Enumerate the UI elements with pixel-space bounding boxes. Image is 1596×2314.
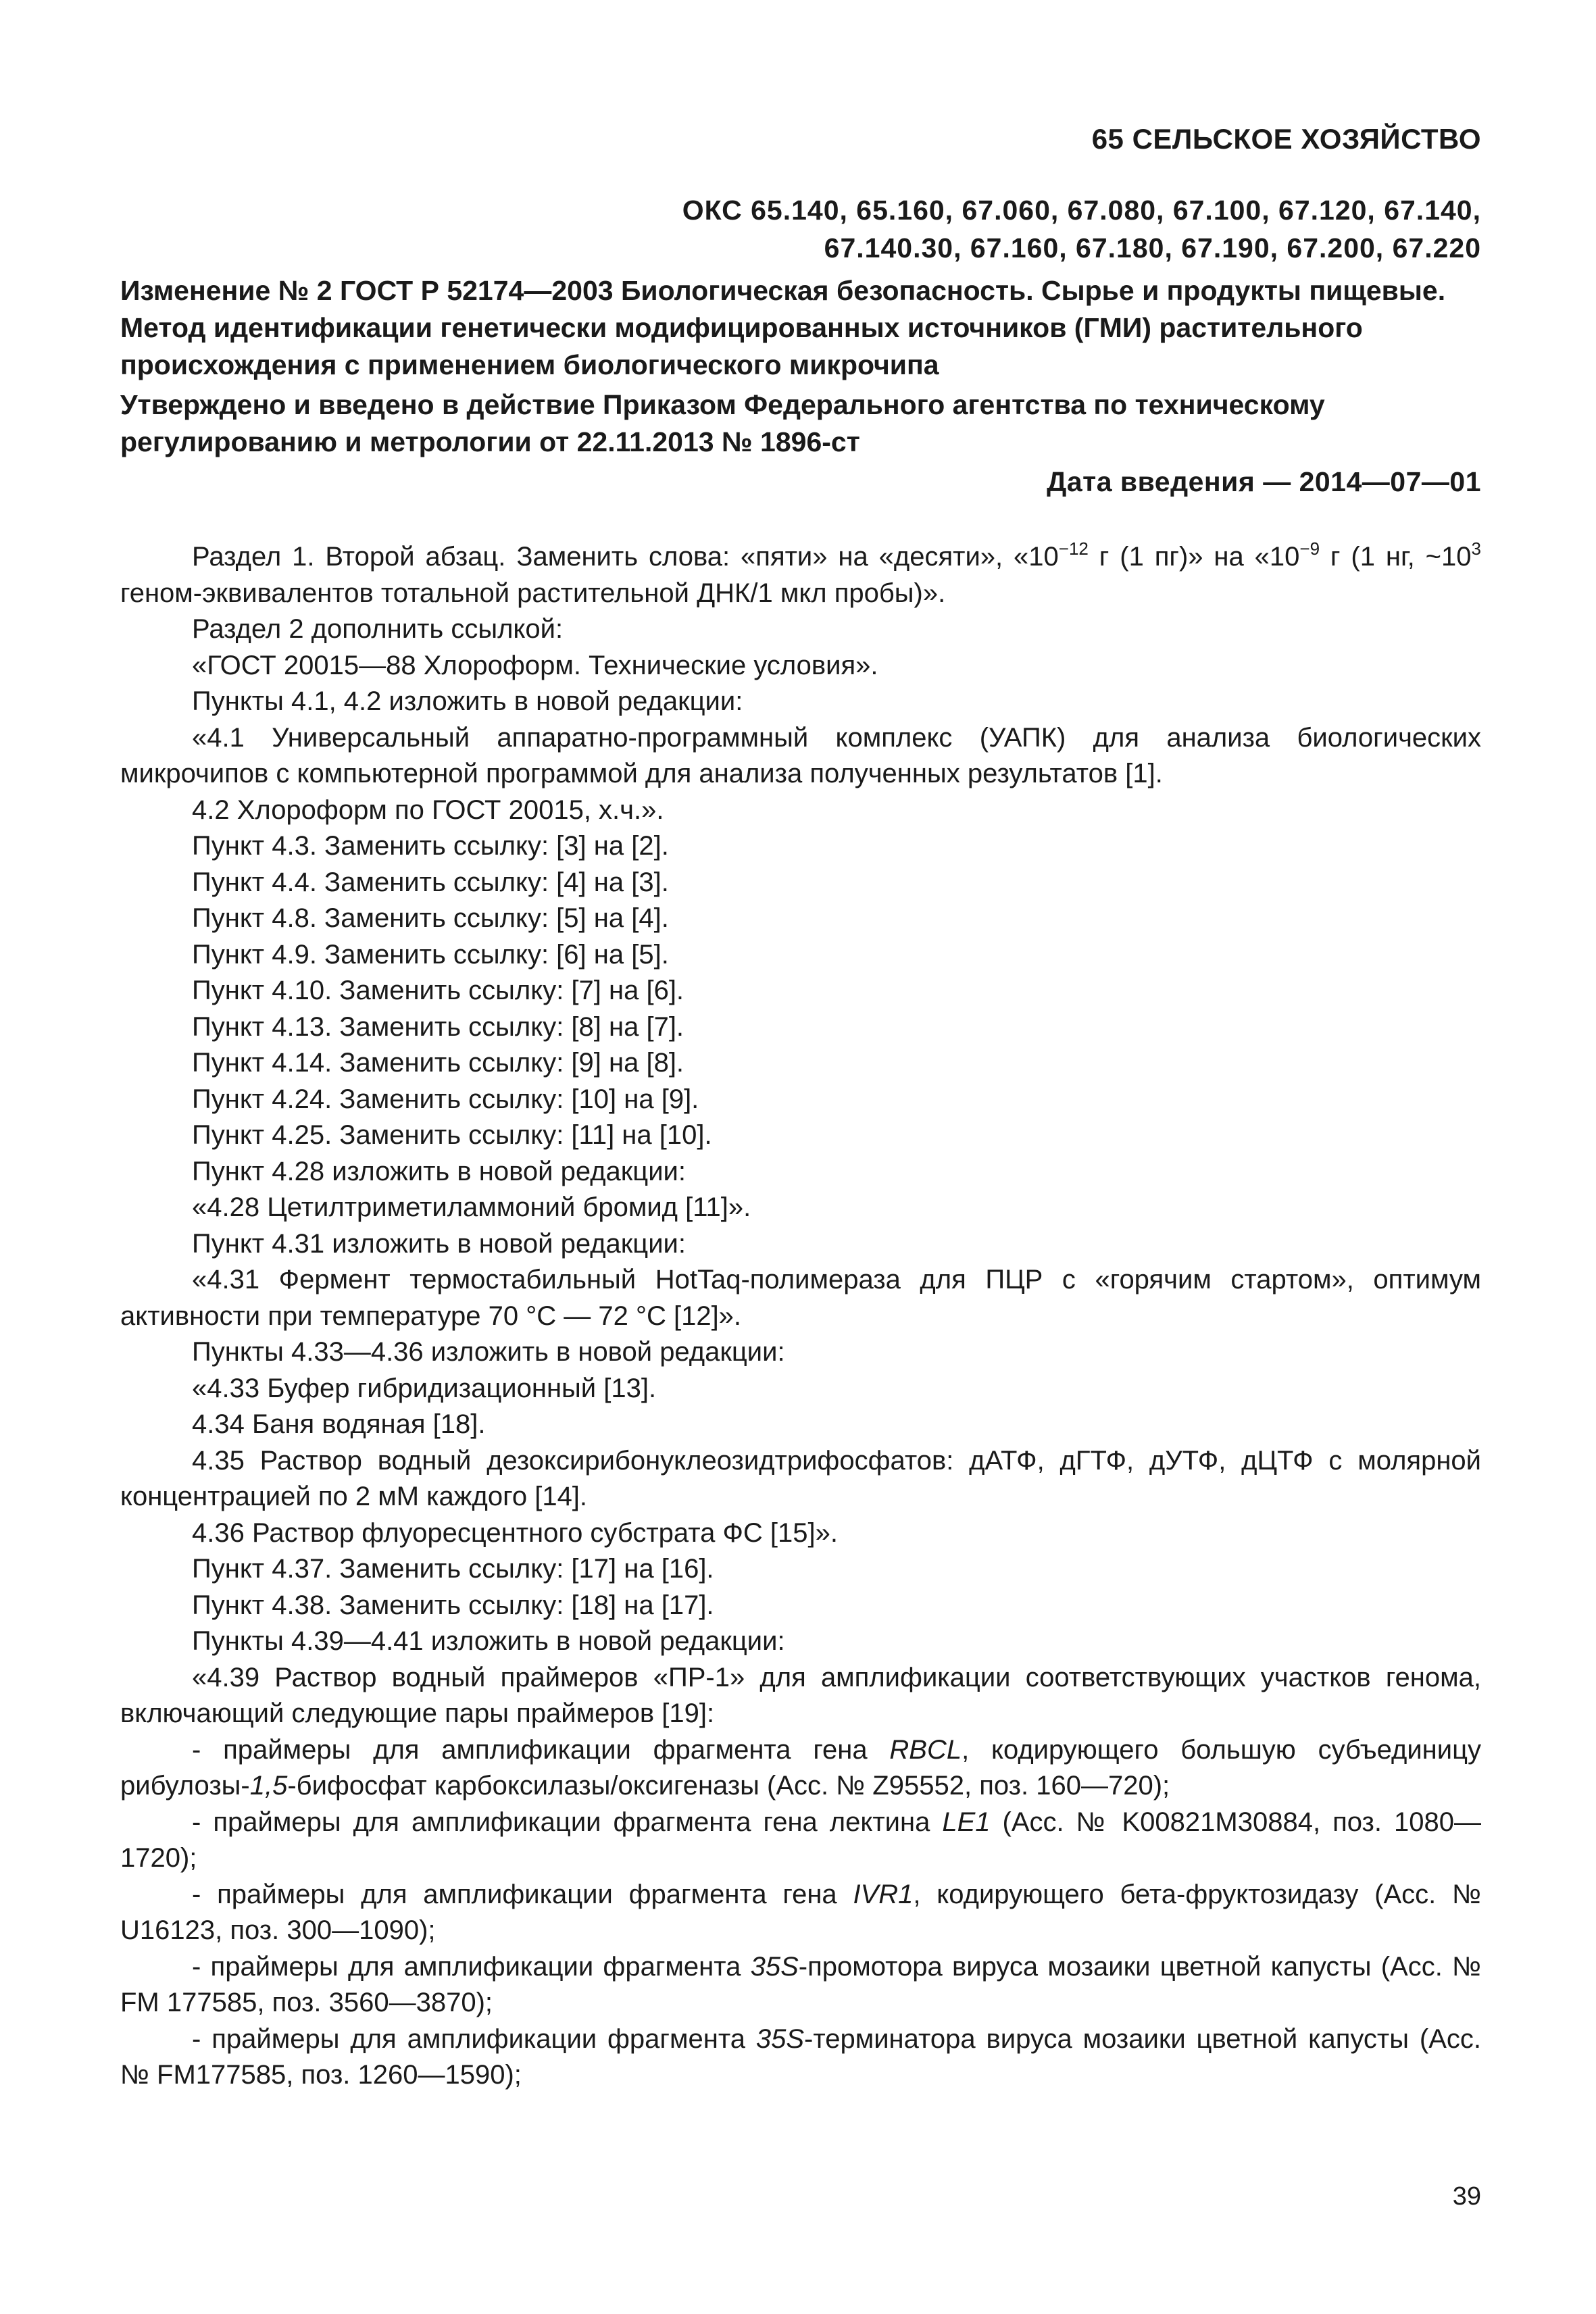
text-run: - праймеры для амплификации фрагмента xyxy=(192,2023,756,2054)
paragraph: Пункт 4.3. Заменить ссылку: [3] на [2]. xyxy=(192,831,669,861)
document-title: Изменение № 2 ГОСТ Р 52174—2003 Биологическая безопасность. Сырье и продукты пищевые. Метод идентификации генетически модифицированных источников (ГМИ) растительного происхождения с применением биологического микрочипа xyxy=(120,275,1446,380)
paragraph: Пункты 4.33—4.36 изложить в новой редакции: xyxy=(192,1337,785,1367)
paragraph: 4.35 Раствор водный дезоксирибонуклеозидтрифосфатов: дАТФ, дГТФ, дУТФ, дЦТФ с молярной концентрацией по 2 мМ каждого [14]. xyxy=(120,1445,1481,1511)
text-run: геном-эквивалентов тотальной растительной ДНК/1 мкл пробы)». xyxy=(120,578,946,608)
paragraph: Пункт 4.25. Заменить ссылку: [11] на [10]. xyxy=(192,1120,712,1150)
paragraph: Пункт 4.8. Заменить ссылку: [5] на [4]. xyxy=(192,903,669,933)
oks-line: ОКС 65.140, 65.160, 67.060, 67.080, 67.100, 67.120, 67.140, xyxy=(682,195,1481,226)
document-body xyxy=(120,539,1481,2094)
paragraph: Пункт 4.9. Заменить ссылку: [6] на [5]. xyxy=(192,939,669,970)
primer-item xyxy=(120,1805,1481,1877)
primer-item xyxy=(120,1949,1481,2021)
oks-codes xyxy=(682,191,1481,267)
paragraph: Раздел 2 дополнить ссылкой: xyxy=(192,614,564,644)
paragraph: Пункт 4.38. Заменить ссылку: [18] на [17]. xyxy=(192,1590,714,1620)
text-run: - праймеры для амплификации фрагмента xyxy=(192,1951,751,1982)
paragraph: «4.1 Универсальный аппаратно-программный комплекс (УАПК) для анализа биологических микрочипов с компьютерной программой для анализа полученных результатов [1]. xyxy=(120,722,1481,788)
section-heading: 65 СЕЛЬСКОЕ ХОЗЯЙСТВО xyxy=(1091,123,1481,155)
paragraph: «ГОСТ 20015—88 Хлороформ. Технические условия». xyxy=(192,650,878,680)
superscript: −12 xyxy=(1058,538,1089,559)
text-run: Раздел 1. Второй абзац. Заменить слова: «пяти» на «десяти», «10 xyxy=(192,542,1059,572)
primer-item xyxy=(120,1877,1481,1949)
paragraph: «4.33 Буфер гибридизационный [13]. xyxy=(192,1373,657,1403)
italic-term: RBCL xyxy=(889,1734,962,1765)
paragraph: Пункт 4.31 изложить в новой редакции: xyxy=(192,1228,686,1259)
approval-statement: Утверждено и введено в действие Приказом Федерального агентства по техническому регулированию и метрологии от 22.11.2013 № 1896-ст xyxy=(120,389,1325,457)
paragraph: Пункт 4.37. Заменить ссылку: [17] на [16]. xyxy=(192,1554,714,1584)
primer-item xyxy=(120,1732,1481,1805)
text-run: - праймеры для амплификации фрагмента гена xyxy=(192,1879,853,1909)
text-run: (Acc. № K00821M30884, поз. 1080—1720); xyxy=(120,1807,1482,1873)
text-run: - праймеры для амплификации фрагмента гена xyxy=(192,1734,890,1765)
paragraph: «4.28 Цетилтриметиламмоний бромид [11]». xyxy=(192,1192,751,1222)
primer-item xyxy=(120,2021,1481,2094)
superscript: −9 xyxy=(1299,538,1320,559)
italic-term: 35S xyxy=(755,2023,805,2054)
paragraph: 4.2 Хлороформ по ГОСТ 20015, х.ч.». xyxy=(192,795,664,825)
paragraph: Пункт 4.28 изложить в новой редакции: xyxy=(192,1156,686,1186)
paragraph: 4.34 Баня водяная [18]. xyxy=(192,1409,486,1439)
paragraph: «4.31 Фермент термостабильный HotTaq-полимераза для ПЦР с «горячим стартом», оптимум активности при температуре 70 °С — 72 °С [12]». xyxy=(120,1265,1481,1331)
text-run: -терминатора вируса мозаики цветной капусты (Acc. № FM177585, поз. 1260—1590); xyxy=(120,2023,1481,2090)
paragraph: Пункт 4.10. Заменить ссылку: [7] на [6]. xyxy=(192,976,684,1005)
paragraph: Пункт 4.4. Заменить ссылку: [4] на [3]. xyxy=(192,867,669,897)
paragraph: Пункт 4.24. Заменить ссылку: [10] на [9]. xyxy=(192,1084,699,1114)
text-run: -промотора вируса мозаики цветной капусты (Acc. № FM 177585, поз. 3560—3870); xyxy=(120,1951,1481,2017)
paragraph: Пункт 4.13. Заменить ссылку: [8] на [7]. xyxy=(192,1011,684,1042)
paragraph: «4.39 Раствор водный праймеров «ПР-1» для амплификации соответствующих участков генома, включающий следующие пары праймеров [19]: xyxy=(120,1662,1481,1728)
introduction-date: Дата введения — 2014—07—01 xyxy=(1047,466,1481,497)
italic-term: 1,5 xyxy=(249,1771,288,1801)
paragraph: 4.36 Раствор флуоресцентного субстрата ФС [15]». xyxy=(192,1517,838,1548)
italic-term: IVR1 xyxy=(853,1879,914,1909)
text-run: , кодирующего большую субъединицу рибулозы- xyxy=(120,1734,1482,1801)
page-number: 39 xyxy=(1452,2182,1481,2211)
italic-term: 35S xyxy=(750,1951,799,1982)
text-run: г (1 пг)» на «10 xyxy=(1088,542,1300,572)
text-run: -бифосфат карбоксилазы/оксигеназы (Acc. № Z95552, поз. 160—720); xyxy=(287,1771,1170,1801)
text-run: - праймеры для амплификации фрагмента гена лектина xyxy=(192,1807,943,1837)
text-run: г (1 нг, ~10 xyxy=(1320,542,1472,572)
paragraph: Пункты 4.39—4.41 изложить в новой редакции: xyxy=(192,1626,785,1656)
paragraph-section-1 xyxy=(120,539,1481,611)
paragraph: Пункты 4.1, 4.2 изложить в новой редакции: xyxy=(192,686,743,716)
oks-line: 67.140.30, 67.160, 67.180, 67.190, 67.200, 67.220 xyxy=(824,232,1481,263)
text-run: , кодирующего бета-фруктозидазу (Acc. № U16123, поз. 300—1090); xyxy=(120,1879,1481,1945)
paragraph: Пункт 4.14. Заменить ссылку: [9] на [8]. xyxy=(192,1048,684,1078)
italic-term: LE1 xyxy=(942,1807,991,1837)
superscript: 3 xyxy=(1471,538,1481,559)
